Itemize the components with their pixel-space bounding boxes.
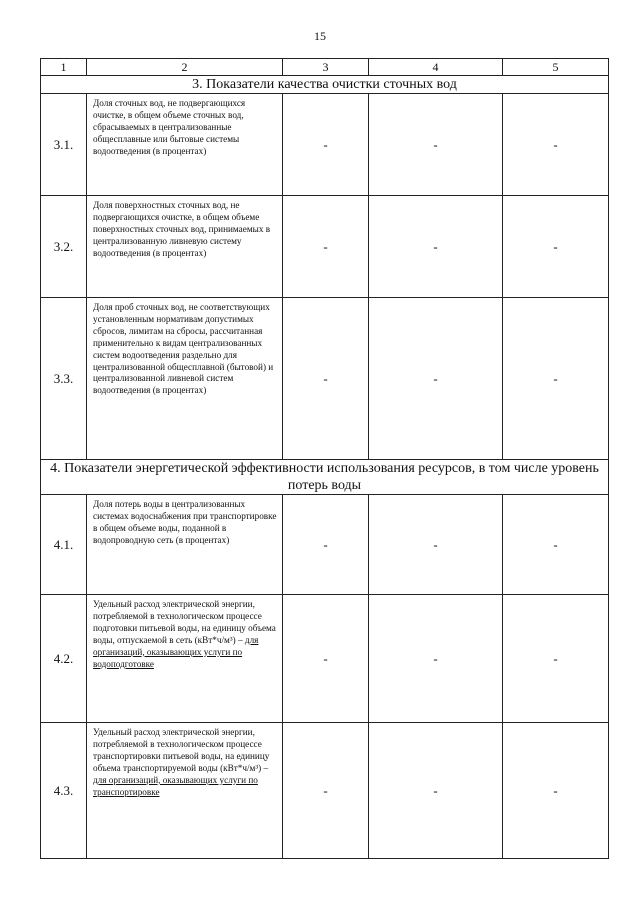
row-number: 3.1. <box>41 94 87 196</box>
row-value: - <box>369 196 503 298</box>
row-description: Доля проб сточных вод, не соответствующих установленным нормативам допустимых сбросов, лимитам на сбросы, рассчитанная применительно к видам централизованных систем водоотведения раздельно для централизованной общесплавной (бытовой) и централизованной ливневой систем водоотведения (в процентах) <box>87 298 283 460</box>
row-number: 4.3. <box>41 723 87 859</box>
table-row <box>41 495 609 595</box>
row-value: - <box>369 723 503 859</box>
row-value: - <box>283 298 369 460</box>
row-value: - <box>283 495 369 595</box>
table-row <box>41 94 609 196</box>
row-value: - <box>503 595 609 723</box>
row-description-underlined: для организаций, оказывающих услуги по транспортировке <box>93 774 258 797</box>
page-number: 15 <box>314 29 326 43</box>
row-description <box>87 595 283 723</box>
row-description-text: Удельный расход электрической энергии, потребляемой в технологическом процессе транспортировки питьевой воды, на единицу объема транспортируемой воды (кВт*ч/м³) – <box>93 727 270 773</box>
row-value: - <box>503 196 609 298</box>
column-header: 4 <box>369 59 503 76</box>
row-number: 3.2. <box>41 196 87 298</box>
section-heading: 4. Показатели энергетической эффективности использования ресурсов, в том числе уровень потерь воды <box>41 460 609 495</box>
column-header: 5 <box>503 59 609 76</box>
row-number: 4.2. <box>41 595 87 723</box>
table-row <box>41 723 609 859</box>
row-value: - <box>503 723 609 859</box>
table-row <box>41 595 609 723</box>
row-value: - <box>283 94 369 196</box>
column-header: 1 <box>41 59 87 76</box>
row-value: - <box>369 94 503 196</box>
row-description-underlined: для организаций, оказывающих услуги по водоподготовке <box>93 634 259 669</box>
row-value: - <box>503 94 609 196</box>
row-number: 3.3. <box>41 298 87 460</box>
column-header: 3 <box>283 59 369 76</box>
row-value: - <box>283 595 369 723</box>
row-value: - <box>503 298 609 460</box>
column-header: 2 <box>87 59 283 76</box>
row-description: Доля сточных вод, не подвергающихся очистке, в общем объеме сточных вод, сбрасываемых в централизованные общесплавные или бытовые системы водоотведения (в процентах) <box>87 94 283 196</box>
row-number: 4.1. <box>41 495 87 595</box>
row-value: - <box>369 495 503 595</box>
table-row <box>41 196 609 298</box>
row-value: - <box>283 723 369 859</box>
section-heading: 3. Показатели качества очистки сточных вод <box>41 76 609 94</box>
row-value: - <box>369 298 503 460</box>
row-value: - <box>503 495 609 595</box>
row-description-text: Удельный расход электрической энергии, потребляемой в технологическом процессе подготовки питьевой воды, на единицу объема воды, отпускаемой в сеть (кВт*ч/м³) – <box>93 599 276 645</box>
row-value: - <box>283 196 369 298</box>
row-description <box>87 723 283 859</box>
indicators-table <box>40 58 609 859</box>
section-heading-row <box>41 460 609 495</box>
section-heading-row <box>41 76 609 94</box>
row-description: Доля потерь воды в централизованных системах водоснабжения при транспортировке в общем объеме воды, поданной в водопроводную сеть (в процентах) <box>87 495 283 595</box>
table-row <box>41 298 609 460</box>
row-description: Доля поверхностных сточных вод, не подвергающихся очистке, в общем объеме поверхностных сточных вод, принимаемых в централизованную ливневую систему водоотведения (в процентах) <box>87 196 283 298</box>
table-header-row <box>41 59 609 76</box>
row-value: - <box>369 595 503 723</box>
